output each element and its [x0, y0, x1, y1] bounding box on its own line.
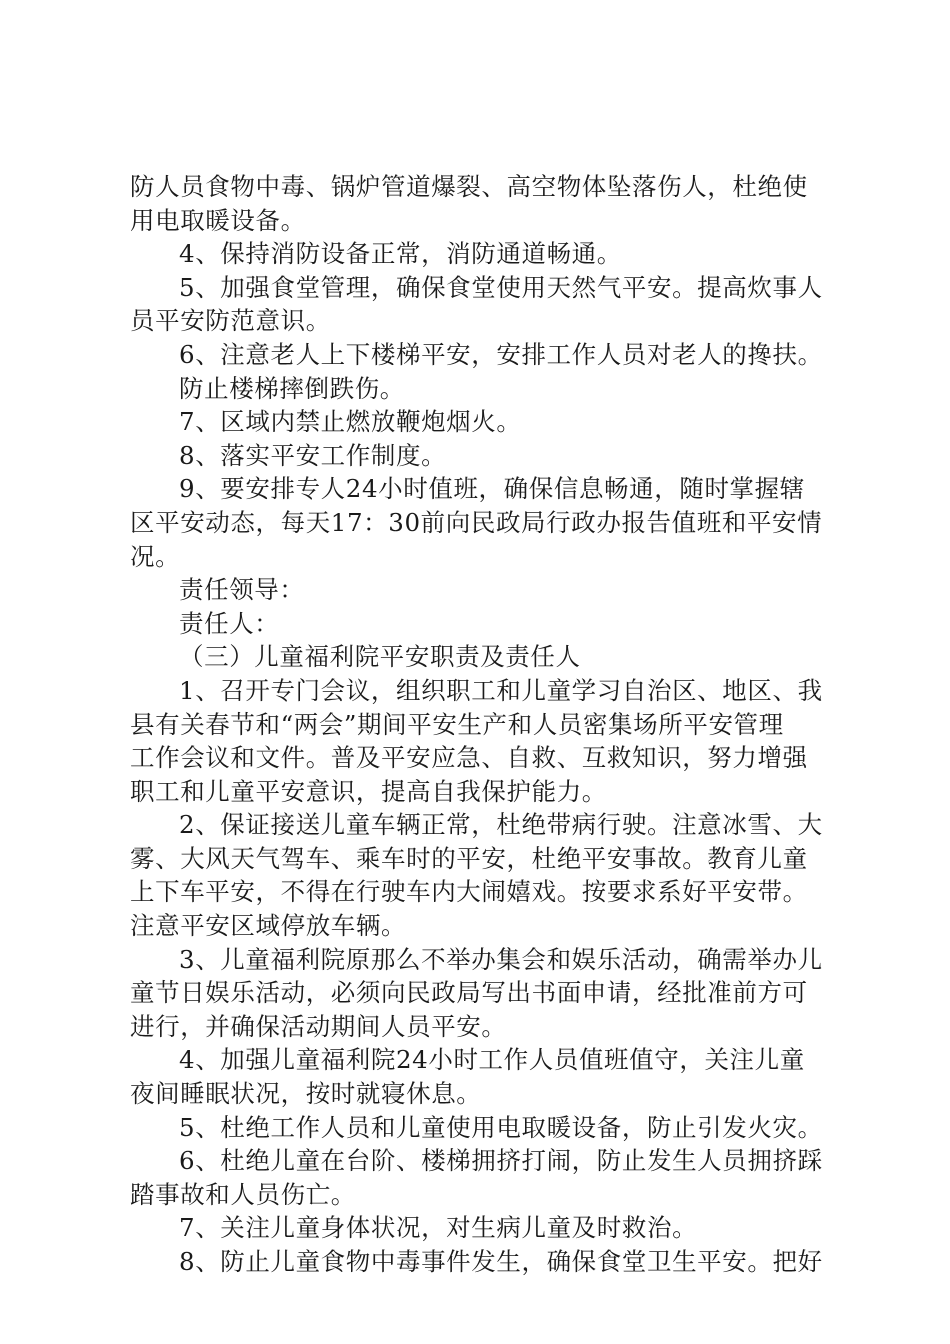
document-body	[130, 170, 830, 1279]
text-line: 童节日娱乐活动，必须向民政局写出书面申请，经批准前方可	[130, 978, 808, 1008]
section-heading: （三）儿童福利院平安职责及责任人	[179, 642, 581, 672]
list-item-9: 9、要安排专人24小时值班，确保信息畅通，随时掌握辖	[179, 474, 805, 504]
text-line: 雾、大风天气驾车、乘车时的平安，杜绝平安事故。教育儿童	[130, 843, 808, 873]
text-line: 注意平安区域停放车辆。	[130, 911, 407, 941]
responsible-person-label: 责任人：	[179, 608, 280, 638]
list-item-4b: 4、加强儿童福利院24小时工作人员值班值守，关注儿童	[179, 1045, 805, 1075]
text-line: 用电取暖设备。	[130, 205, 306, 235]
list-item-1: 1、召开专门会议，组织职工和儿童学习自治区、地区、我	[179, 675, 823, 705]
text-line: 夜间睡眠状况，按时就寝休息。	[130, 1079, 482, 1109]
text-line: 员平安防范意识。	[130, 306, 331, 336]
text-line: 上下车平安，不得在行驶车内大闹嬉戏。按要求系好平安带。	[130, 877, 808, 907]
list-item-3: 3、儿童福利院原那么不举办集会和娱乐活动，确需举办儿	[179, 944, 823, 974]
text-line: 进行，并确保活动期间人员平安。	[130, 1011, 507, 1041]
list-item-8b: 8、防止儿童食物中毒事件发生，确保食堂卫生平安。把好	[179, 1247, 823, 1276]
responsible-leader-label: 责任领导：	[179, 575, 305, 605]
list-item-7b: 7、关注儿童身体状况，对生病儿童及时救治。	[179, 1213, 698, 1243]
text-line: 工作会议和文件。普及平安应急、自救、互救知识，努力增强	[130, 743, 808, 773]
list-item-4: 4、保持消防设备正常，消防通道畅通。	[179, 239, 622, 269]
list-item-7: 7、区域内禁止燃放鞭炮烟火。	[179, 407, 522, 437]
text-line: 职工和儿童平安意识，提高自我保护能力。	[130, 776, 607, 806]
list-item-6b: 6、杜绝儿童在台阶、楼梯拥挤打闹，防止发生人员拥挤踩	[179, 1146, 823, 1176]
list-item-5b: 5、杜绝工作人员和儿童使用电取暖设备，防止引发火灾。	[179, 1112, 823, 1142]
text-line: 防止楼梯摔倒跌伤。	[179, 373, 405, 403]
text-line: 况。	[130, 541, 181, 571]
list-item-5: 5、加强食堂管理，确保食堂使用天然气平安。提高炊事人	[179, 272, 823, 302]
list-item-8: 8、落实平安工作制度。	[179, 440, 447, 470]
text-line: 踏事故和人员伤亡。	[130, 1179, 356, 1209]
text-line: 防人员食物中毒、锅炉管道爆裂、高空物体坠落伤人，杜绝使	[130, 172, 808, 201]
text-line: 区平安动态，每天17：30前向民政局行政办报告值班和平安情	[130, 507, 823, 537]
list-item-2: 2、保证接送儿童车辆正常，杜绝带病行驶。注意冰雪、大	[179, 810, 823, 840]
text-line: 县有关春节和“两会”期间平安生产和人员密集场所平安管理	[130, 709, 784, 739]
list-item-6: 6、注意老人上下楼梯平安，安排工作人员对老人的搀扶。	[179, 339, 823, 369]
